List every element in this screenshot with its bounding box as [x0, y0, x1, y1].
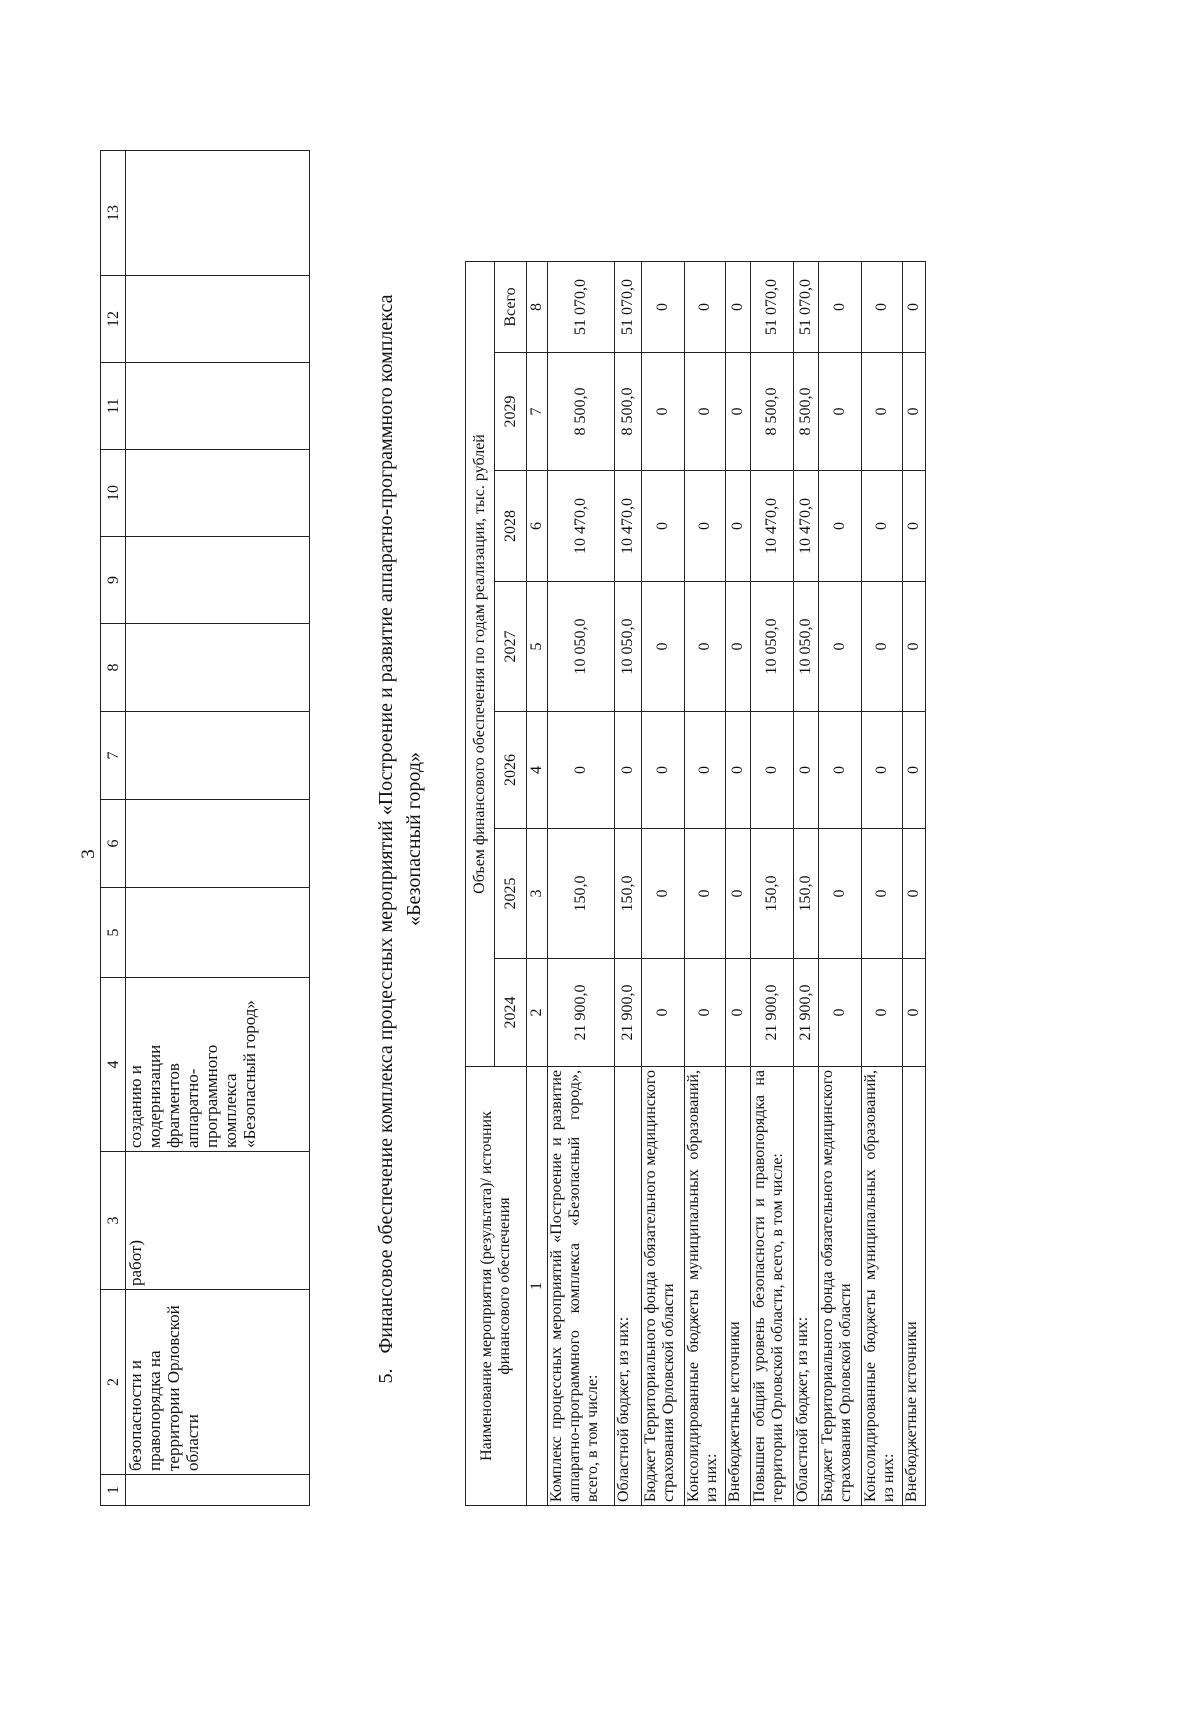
row-name: Бюджет Территориального фонда обязательного медицинского страхования Орловской области — [642, 1067, 685, 1506]
column-number: 8 — [527, 261, 548, 352]
year-header: 2029 — [495, 353, 527, 471]
value-cell: 150,0 — [751, 829, 794, 959]
column-number: 13 — [101, 151, 126, 276]
value-cell: 0 — [819, 712, 862, 829]
value-cell: 0 — [642, 471, 685, 582]
value-cell: 10 050,0 — [548, 582, 615, 712]
table-cell — [126, 624, 310, 712]
table-cell — [126, 450, 310, 537]
value-cell: 0 — [819, 471, 862, 582]
value-cell: 0 — [751, 712, 794, 829]
value-cell: 10 050,0 — [751, 582, 794, 712]
value-cell: 150,0 — [548, 829, 615, 959]
value-cell: 0 — [819, 353, 862, 471]
table-row — [615, 261, 642, 1505]
column-number: 6 — [527, 471, 548, 582]
value-cell: 0 — [685, 471, 726, 582]
value-cell: 21 900,0 — [794, 959, 819, 1067]
continued-table — [100, 150, 310, 1506]
value-cell: 0 — [903, 829, 926, 959]
year-header: 2025 — [495, 829, 527, 959]
value-cell: 10 470,0 — [794, 471, 819, 582]
value-cell: 0 — [726, 582, 751, 712]
value-cell: 51 070,0 — [548, 261, 615, 352]
value-cell: 0 — [685, 582, 726, 712]
row-name: Бюджет Территориального фонда обязательного медицинского страхования Орловской области — [819, 1067, 862, 1506]
page-number: 3 — [78, 849, 99, 859]
value-cell: 0 — [685, 829, 726, 959]
value-cell: 0 — [819, 959, 862, 1067]
column-number: 10 — [101, 450, 126, 537]
table-cell — [126, 888, 310, 978]
year-header: Всего — [495, 261, 527, 352]
row-name: Внебюджетные источники — [726, 1067, 751, 1506]
table-row — [642, 261, 685, 1505]
row-name: Областной бюджет, из них: — [615, 1067, 642, 1506]
table-row — [751, 261, 794, 1505]
year-header: 2028 — [495, 471, 527, 582]
table-row — [726, 261, 751, 1505]
value-cell: 0 — [615, 712, 642, 829]
table-cell — [126, 151, 310, 276]
value-cell: 0 — [794, 712, 819, 829]
value-cell: 51 070,0 — [615, 261, 642, 352]
column-number: 1 — [101, 1475, 126, 1506]
value-cell: 0 — [903, 261, 926, 352]
table-cell — [126, 800, 310, 888]
column-number: 6 — [101, 800, 126, 888]
year-header: 2024 — [495, 959, 527, 1067]
year-header: 2027 — [495, 582, 527, 712]
value-cell: 51 070,0 — [751, 261, 794, 352]
value-cell: 0 — [642, 959, 685, 1067]
value-cell: 0 — [903, 582, 926, 712]
column-number: 3 — [101, 1152, 126, 1290]
column-number: 3 — [527, 829, 548, 959]
value-cell: 0 — [819, 829, 862, 959]
value-cell: 0 — [862, 471, 903, 582]
value-cell: 8 500,0 — [751, 353, 794, 471]
value-cell: 0 — [642, 261, 685, 352]
table-row — [903, 261, 926, 1505]
value-cell: 0 — [726, 712, 751, 829]
table-cell: безопасности и правопорядка на территории Орловской области — [126, 1290, 310, 1475]
table-cell: работ) — [126, 1152, 310, 1290]
column-number: 1 — [527, 1067, 548, 1506]
value-cell: 0 — [819, 261, 862, 352]
table-row — [685, 261, 726, 1505]
table-cell — [126, 537, 310, 624]
column-number: 2 — [101, 1290, 126, 1475]
table-cell — [126, 712, 310, 800]
section-number: 5. — [375, 1368, 397, 1384]
column-numbers-row — [527, 261, 548, 1505]
value-cell: 21 900,0 — [548, 959, 615, 1067]
value-cell: 0 — [642, 353, 685, 471]
column-number: 7 — [101, 712, 126, 800]
table-row — [794, 261, 819, 1505]
column-number: 5 — [101, 888, 126, 978]
row-name: Областной бюджет, из них: — [794, 1067, 819, 1506]
value-cell: 0 — [862, 829, 903, 959]
value-cell: 150,0 — [615, 829, 642, 959]
value-cell: 51 070,0 — [794, 261, 819, 352]
value-cell: 21 900,0 — [615, 959, 642, 1067]
value-cell: 0 — [903, 353, 926, 471]
row-name: Консолидированные бюджеты муниципальных образований, из них: — [862, 1067, 903, 1506]
value-cell: 150,0 — [794, 829, 819, 959]
section-heading — [372, 289, 428, 1389]
value-cell: 0 — [862, 261, 903, 352]
row-name: Повышен общий уровень безопасности и правопорядка на территории Орловской области, всего, в том числе: — [751, 1067, 794, 1506]
value-cell: 8 500,0 — [794, 353, 819, 471]
column-number: 4 — [527, 712, 548, 829]
column-header-volume: Объем финансового обеспечения по годам реализации, тыс. рублей — [466, 261, 495, 1066]
value-cell: 10 470,0 — [615, 471, 642, 582]
value-cell: 0 — [685, 959, 726, 1067]
column-number: 12 — [101, 276, 126, 363]
value-cell: 10 050,0 — [615, 582, 642, 712]
row-name: Внебюджетные источники — [903, 1067, 926, 1506]
value-cell: 0 — [819, 582, 862, 712]
column-number: 7 — [527, 353, 548, 471]
value-cell: 0 — [862, 353, 903, 471]
column-number: 8 — [101, 624, 126, 712]
value-cell: 0 — [685, 261, 726, 352]
value-cell: 0 — [903, 712, 926, 829]
table-cell — [126, 276, 310, 363]
column-number: 11 — [101, 363, 126, 450]
table-header-row — [101, 151, 126, 1506]
value-cell: 0 — [862, 959, 903, 1067]
column-number: 2 — [527, 959, 548, 1067]
column-number: 9 — [101, 537, 126, 624]
value-cell: 0 — [642, 582, 685, 712]
table-row — [862, 261, 903, 1505]
value-cell: 10 470,0 — [751, 471, 794, 582]
table-cell: созданию и модернизации фрагментов аппаратно-программного комплекса «Безопасный город» — [126, 978, 310, 1152]
value-cell: 0 — [726, 471, 751, 582]
table-row — [548, 261, 615, 1505]
table-row — [126, 151, 310, 1506]
column-number: 5 — [527, 582, 548, 712]
column-header-name: Наименование мероприятия (результата)/ источник финансового обеспечения — [466, 1067, 527, 1506]
value-cell: 0 — [685, 353, 726, 471]
value-cell: 0 — [862, 712, 903, 829]
table-cell — [126, 363, 310, 450]
value-cell: 0 — [642, 829, 685, 959]
value-cell: 0 — [548, 712, 615, 829]
financing-table — [465, 261, 926, 1506]
value-cell: 0 — [903, 959, 926, 1067]
value-cell: 0 — [642, 712, 685, 829]
row-name: Консолидированные бюджеты муниципальных образований, из них: — [685, 1067, 726, 1506]
value-cell: 0 — [903, 471, 926, 582]
value-cell: 10 050,0 — [794, 582, 819, 712]
value-cell: 0 — [726, 261, 751, 352]
value-cell: 0 — [726, 829, 751, 959]
header-row — [466, 261, 495, 1505]
table-row — [819, 261, 862, 1505]
table-cell — [126, 1475, 310, 1506]
value-cell: 0 — [726, 353, 751, 471]
value-cell: 8 500,0 — [548, 353, 615, 471]
value-cell: 0 — [726, 959, 751, 1067]
value-cell: 10 470,0 — [548, 471, 615, 582]
year-header: 2026 — [495, 712, 527, 829]
value-cell: 0 — [862, 582, 903, 712]
row-name: Комплекс процессных мероприятий «Построение и развитие аппаратно-программного комплекса «Безопасный город», всего, в том числе: — [548, 1067, 615, 1506]
section-title: Финансовое обеспечение комплекса процессных мероприятий «Построение и развитие аппаратно-программного комплекса «Безопасный город» — [375, 294, 425, 1354]
value-cell: 8 500,0 — [615, 353, 642, 471]
column-number: 4 — [101, 978, 126, 1152]
value-cell: 0 — [685, 712, 726, 829]
value-cell: 21 900,0 — [751, 959, 794, 1067]
